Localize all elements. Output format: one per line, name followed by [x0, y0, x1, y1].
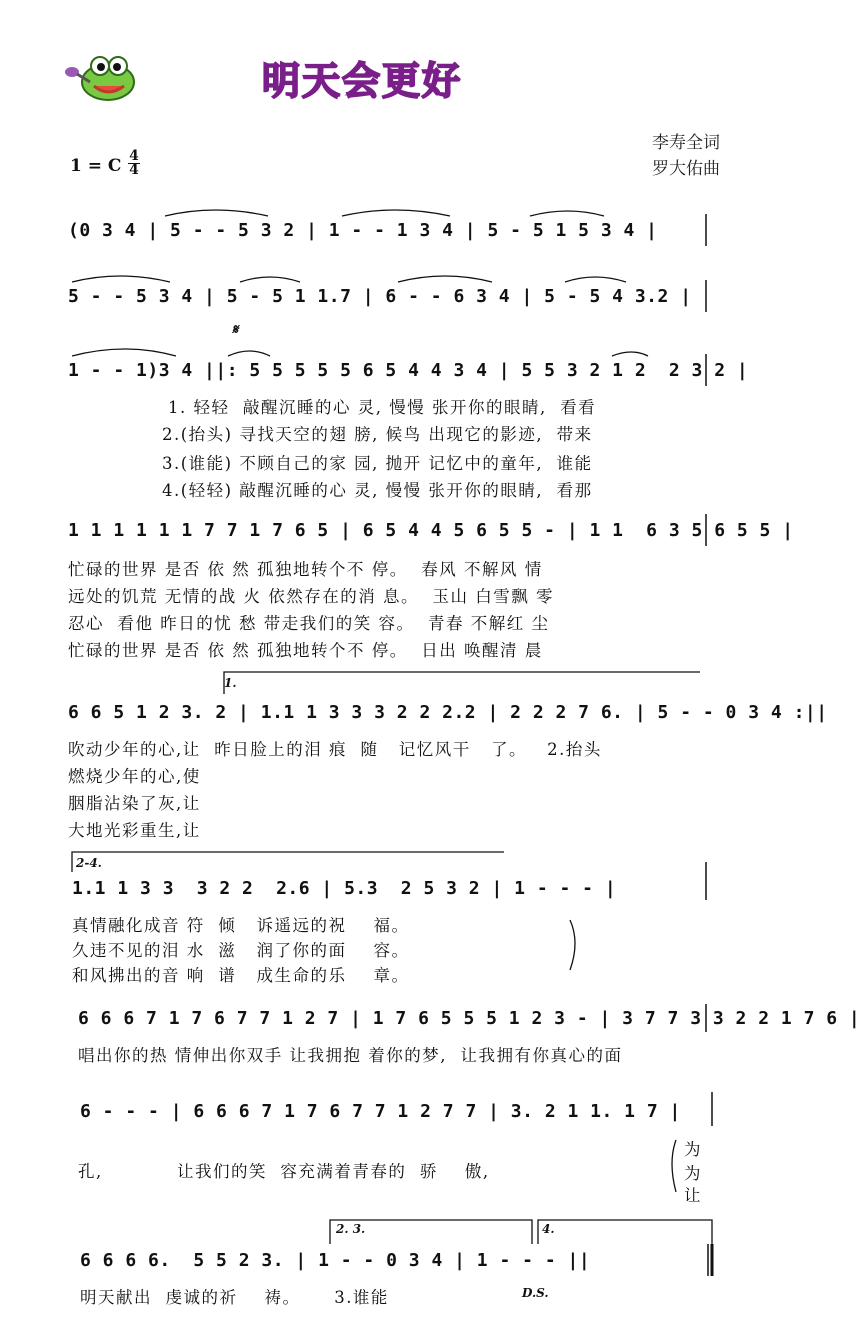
lyric-row-5-verse-2: 燃烧少年的心,使	[68, 767, 201, 786]
volta-2-4-label: 2-4.	[76, 856, 102, 870]
brace	[672, 1140, 676, 1192]
side-lyric-2: 为	[684, 1164, 702, 1183]
lyric-row-6-verse-2: 久违不见的泪 水 滋 润了你的面 容。	[72, 941, 410, 960]
notation-row-1: (0 3 4 | 5 - - 5 3 2 | 1 - - 1 3 4 | 5 - 5 1 5 3 4 |	[68, 220, 658, 241]
lyric-row-4-verse-4: 忙碌的世界 是否 依 然 孤独地转个不 停。 日出 唤醒清 晨	[68, 641, 543, 660]
lyric-row-3-verse-1: 1. 轻轻 敲醒沉睡的心 灵, 慢慢 张开你的眼睛, 看看	[168, 398, 597, 417]
segno-icon: 𝄋	[232, 322, 239, 338]
lyric-row-4-verse-2: 远处的饥荒 无情的战 火 依然存在的消 息。 玉山 白雪飘 零	[68, 587, 554, 606]
volta-bracket	[224, 672, 700, 694]
slur	[612, 352, 648, 356]
time-signature-top: 4	[129, 148, 139, 164]
notation-row-9: 6 6 6 6. 5 5 2 3. | 1 - - 0 3 4 | 1 - - - ||	[80, 1250, 591, 1271]
lyric-row-4-verse-3: 忍心 看他 昨日的忧 愁 带走我们的笑 容。 青春 不解红 尘	[68, 614, 550, 633]
lyric-row-7: 唱出你的热 情伸出你双手 让我拥抱 着你的梦, 让我拥有你真心的面	[78, 1046, 623, 1065]
song-title: 明天会更好	[262, 59, 463, 103]
slur	[72, 349, 176, 356]
lyricist-credit: 李寿全词	[652, 133, 720, 153]
lyric-row-5-verse-4: 大地光彩重生,让	[68, 821, 201, 840]
slur	[228, 351, 270, 356]
slur	[530, 211, 604, 216]
lyric-row-3-verse-2: 2.(抬头) 寻找天空的翅 膀, 候鸟 出现它的影迹, 带来	[162, 425, 593, 444]
brace	[570, 920, 575, 970]
side-lyric-3: 让	[684, 1186, 702, 1205]
lyric-row-3-verse-4: 4.(轻轻) 敲醒沉睡的心 灵, 慢慢 张开你的眼睛, 看那	[162, 481, 593, 500]
lyric-row-6-verse-3: 和风拂出的音 响 谱 成生命的乐 章。	[72, 966, 410, 985]
time-signature-bottom: 4	[129, 162, 139, 178]
volta-1-label: 1.	[224, 676, 237, 690]
ds-marking: D.S.	[522, 1286, 549, 1300]
lyric-row-9: 明天献出 虔诚的祈 祷。 3.谁能	[80, 1288, 389, 1307]
key-signature: 1 = C	[70, 156, 122, 176]
notation-row-8: 6 - - - | 6 6 6 7 1 7 6 7 7 1 2 7 7 | 3. 2 1 1. 1 7 |	[80, 1101, 681, 1122]
slur	[240, 277, 300, 282]
notation-row-5: 6 6 5 1 2 3. 2 | 1.1 1 3 3 3 2 2 2.2 | 2 2 2 7 6. | 5 - - 0 3 4 :||	[68, 702, 828, 723]
lyric-row-3-verse-3: 3.(谁能) 不顾自己的家 园, 抛开 记忆中的童年, 谁能	[162, 454, 593, 473]
notation-row-2: 5 - - 5 3 4 | 5 - 5 1 1.7 | 6 - - 6 3 4 | 5 - 5 4 3.2 |	[68, 286, 692, 307]
slur	[398, 276, 492, 282]
volta-2-3-label: 2. 3.	[336, 1222, 366, 1236]
side-lyric-1: 为	[684, 1140, 702, 1159]
notation-row-3: 1 - - 1)3 4 ||: 5 5 5 5 5 6 5 4 4 3 4 | 5 5 3 2 1 2 2 3 2 |	[68, 360, 749, 381]
lyric-row-8: 孔, 让我们的笑 容充满着青春的 骄 傲,	[78, 1162, 490, 1181]
composer-credit: 罗大佑曲	[652, 159, 720, 179]
notation-row-4: 1 1 1 1 1 1 7 7 1 7 6 5 | 6 5 4 4 5 6 5 5 - | 1 1 6 3 5 6 5 5 |	[68, 520, 794, 541]
slur	[565, 277, 626, 282]
volta-4-label: 4.	[542, 1222, 555, 1236]
lyric-row-5-verse-1: 吹动少年的心,让 昨日脸上的泪 痕 随 记忆风干 了。 2.抬头	[68, 740, 602, 759]
lyric-row-4-verse-1: 忙碌的世界 是否 依 然 孤独地转个不 停。 春风 不解风 情	[68, 560, 543, 579]
notation-row-7: 6 6 6 7 1 7 6 7 7 1 2 7 | 1 7 6 5 5 5 1 2 3 - | 3 7 7 3 3 2 2 1 7 6 |	[78, 1008, 860, 1029]
lyric-row-6-verse-1: 真情融化成音 符 倾 诉遥远的祝 福。	[72, 916, 410, 935]
notation-row-6: 1.1 1 3 3 3 2 2 2.6 | 5.3 2 5 3 2 | 1 - - - |	[72, 878, 617, 899]
volta-bracket	[330, 1220, 532, 1244]
volta-bracket	[538, 1220, 712, 1244]
slur	[165, 210, 268, 216]
slur	[342, 210, 450, 216]
volta-bracket	[72, 852, 504, 872]
lyric-row-5-verse-3: 胭脂沾染了灰,让	[68, 794, 201, 813]
slur	[72, 276, 170, 282]
